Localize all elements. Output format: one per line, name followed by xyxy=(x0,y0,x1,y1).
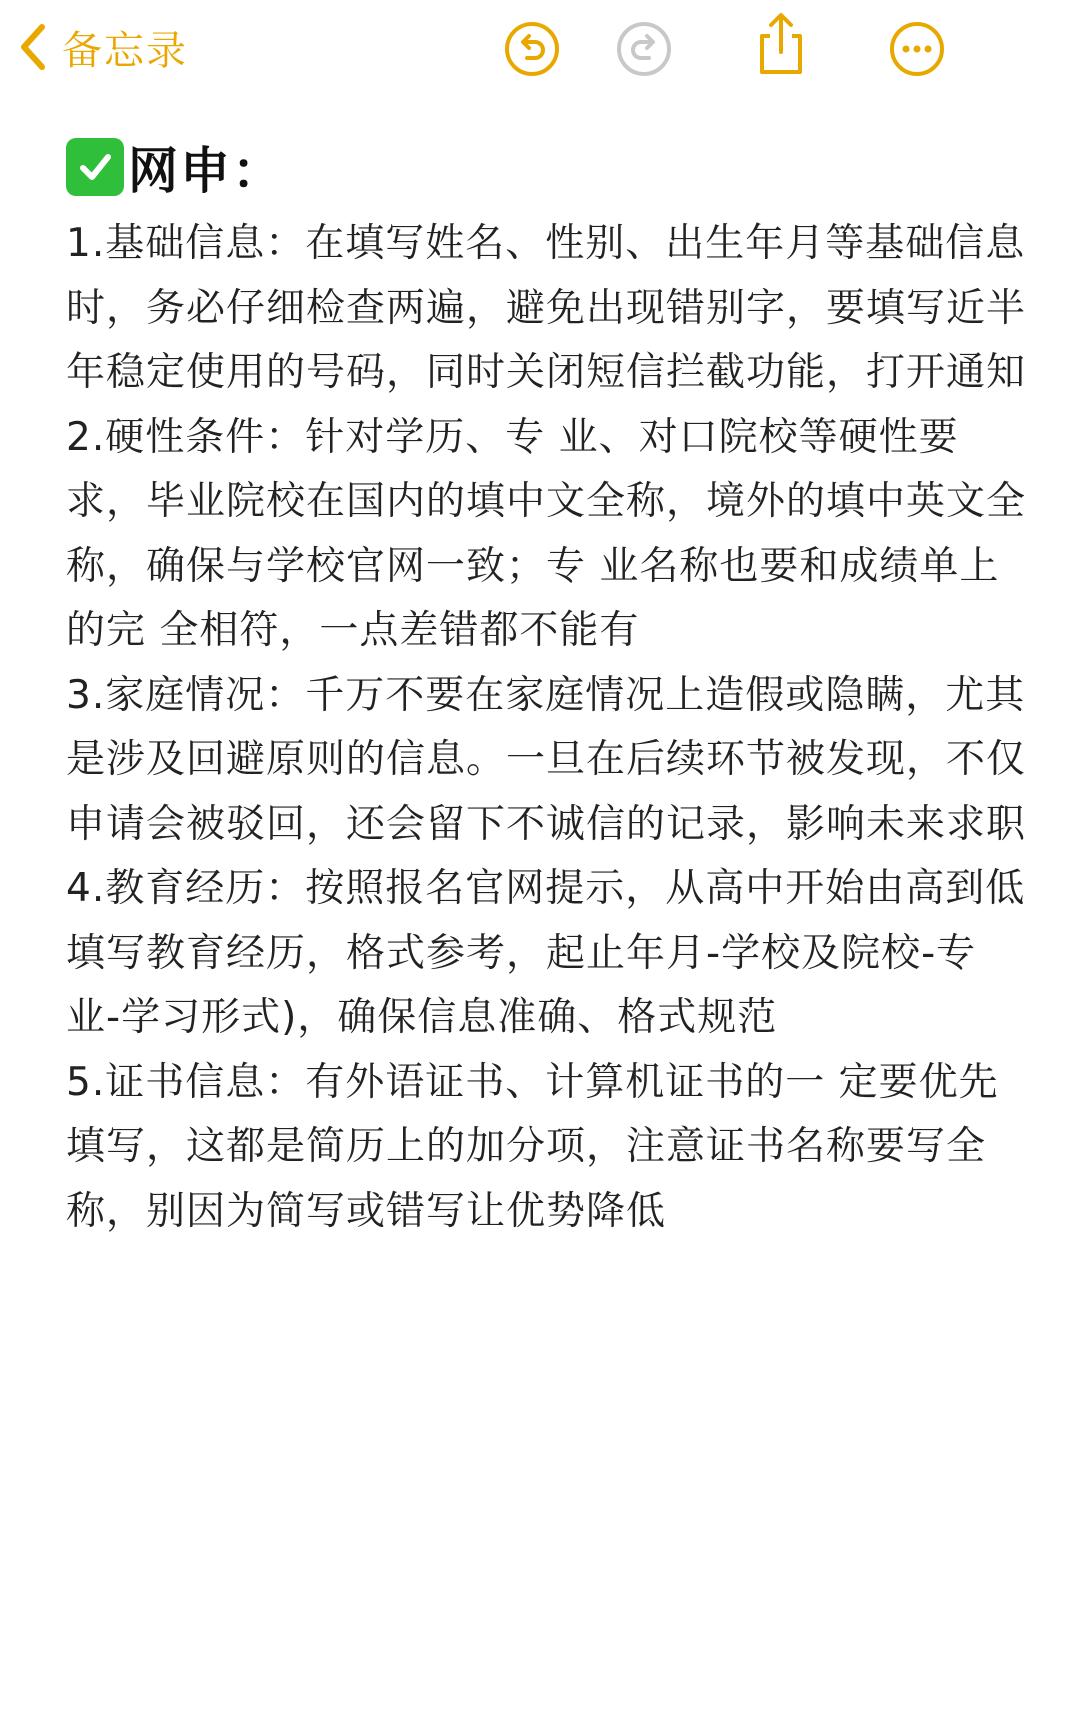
paragraph-basic-info: 1.基础信息：在填写姓名、性别、出生年月等基础信息时，务必仔细检查两遍，避免出现错别字，要填写近半年稳定使用的号码，同时关闭短信拦截功能，打开通知 xyxy=(66,221,1027,395)
redo-button[interactable] xyxy=(615,20,673,78)
heading-text: 网申： xyxy=(128,142,284,200)
check-mark-icon xyxy=(66,138,124,196)
paragraph-hard-requirements: 2.硬性条件：针对学历、专 业、对口院校等硬性要求，毕业院校在国内的填中文全称，境外的填中英文全称，确保与学校官网一致；专 业名称也要和成绩单上的完 全相符，一点差错都不能有 xyxy=(66,414,1027,653)
note-heading xyxy=(66,128,1026,206)
paragraph-family-situation: 3.家庭情况：千万不要在家庭情况上造假或隐瞒，尤其是涉及回避原则的信息。一旦在后续环节被发现，不仅申请会被驳回，还会留下不诚信的记录，影响未来求职 xyxy=(66,672,1027,847)
undo-button[interactable] xyxy=(503,20,561,78)
undo-icon xyxy=(503,20,561,78)
more-icon xyxy=(888,20,946,78)
redo-icon xyxy=(615,20,673,78)
share-button[interactable] xyxy=(752,12,810,78)
paragraph-education: 4.教育经历：按照报名官网提示，从高中开始由高到低填写教育经历，格式参考，起止年月-学校及院校-专 业-学习形式)，确保信息准确、格式规范 xyxy=(66,866,1026,1040)
chevron-left-icon xyxy=(18,23,48,71)
note-content[interactable] xyxy=(66,128,1026,1244)
paragraph-certificates: 5.证书信息：有外语证书、计算机证书的一 定要优先填写，这都是简历上的加分项，注意证书名称要写全称，别因为简写或错写让优势降低 xyxy=(66,1059,999,1234)
note-body xyxy=(66,212,1026,1244)
back-label: 备忘录 xyxy=(62,27,188,74)
share-icon xyxy=(752,12,810,78)
more-button[interactable] xyxy=(888,20,946,78)
navigation-bar xyxy=(0,0,1080,100)
back-button[interactable] xyxy=(18,14,188,80)
